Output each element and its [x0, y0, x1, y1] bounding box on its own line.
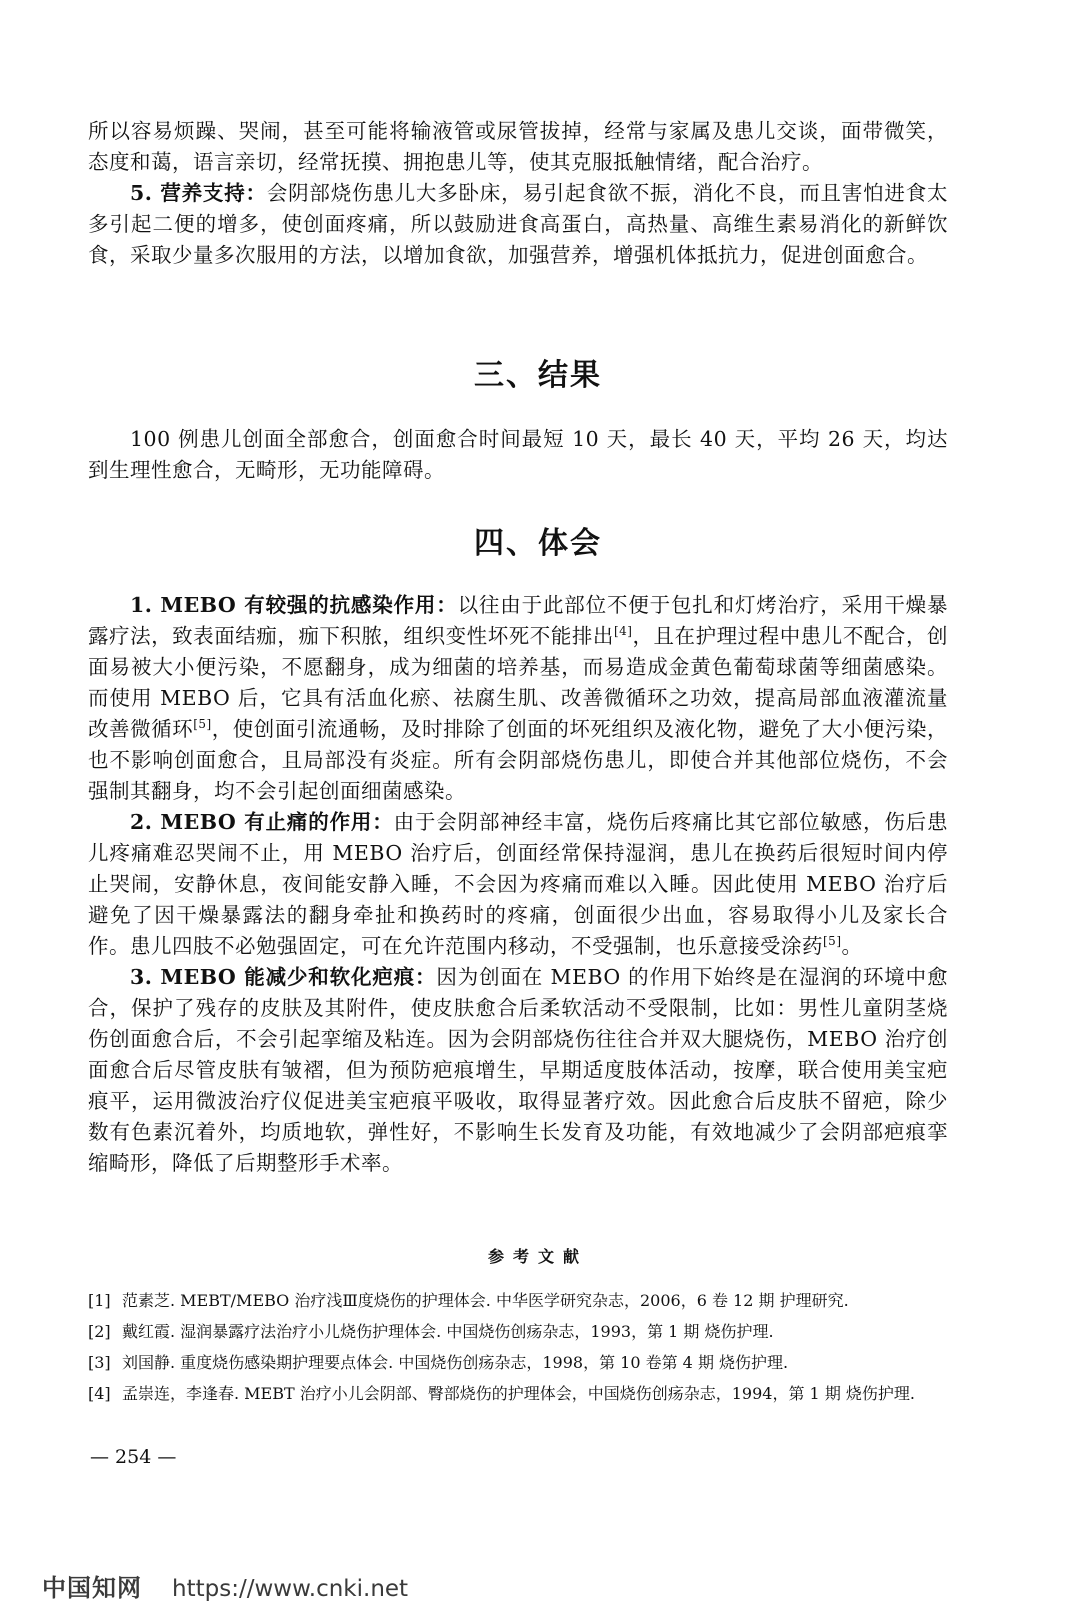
cnki-watermark [42, 1568, 408, 1603]
reference-item [88, 1379, 948, 1408]
discussion-2-text-b: 。 [841, 934, 863, 958]
intro-block [88, 116, 948, 271]
reference-number: [2] [88, 1322, 111, 1341]
reference-number: [1] [88, 1291, 111, 1310]
citation-5b: [5] [823, 934, 842, 949]
discussion-paragraph-2 [88, 807, 948, 962]
reference-item [88, 1286, 948, 1315]
citation-4: [4] [613, 624, 633, 639]
discussion-2-text-a: 由于会阴部神经丰富，烧伤后疼痛比其它部位敏感，伤后患儿疼痛难忍哭闹不止，用 MEBO 治疗后，创面经常保持湿润，患儿在换药后很短时间内停止哭闹，安静休息，夜间能安静入睡，不会因为疼痛而难以入睡。因此使用 MEBO 治疗后避免了因干燥暴露法的翻身牵扯和换药时的疼痛，创面很少出血，容易取得小儿及家长合作。患儿四肢不必勉强固定，可在允许范围内移动，不受强制，也乐意接受涂药 [88, 810, 949, 958]
discussion-1-text-b: ，且在护理过程中患儿不配合，创面易被大小便污染，不愿翻身，成为细菌的培养基，而易造成金黄色葡萄球菌等细菌感染。而使用 MEBO 后，它具有活血化瘀、祛腐生肌、改善微循环之功效，提高局部血液灌流量改善微循环 [88, 624, 948, 741]
reference-item [88, 1317, 948, 1346]
discussion-3-text: 因为创面在 MEBO 的作用下始终是在湿润的环境中愈合，保护了残存的皮肤及其附件，使皮肤愈合后柔软活动不受限制，比如：男性儿童阴茎烧伤创面愈合后，不会引起挛缩及粘连。因为会阴部烧伤往往合并双大腿烧伤，MEBO 治疗创面愈合后尽管皮肤有皱褶，但为预防疤痕增生，早期适度肢体活动，按摩，联合使用美宝疤痕平，运用微波治疗仪促进美宝疤痕平吸收，取得显著疗效。因此愈合后皮肤不留疤，除少数有色素沉着外，均质地软，弹性好，不影响生长发育及功能，有效地减少了会阴部疤痕挛缩畸形，降低了后期整形手术率。 [88, 965, 948, 1175]
section3-heading: 三、结果 [474, 358, 602, 393]
references-title: 参考文献 [487, 1247, 588, 1266]
reference-number: [3] [88, 1353, 111, 1372]
nutrition-paragraph [88, 178, 948, 271]
reference-item [88, 1348, 948, 1377]
discussion-3-label: 3. MEBO 能减少和软化疤痕： [130, 965, 437, 989]
section4-heading: 四、体会 [474, 526, 602, 561]
reference-text: 范素芝. MEBT/MEBO 治疗浅Ⅲ度烧伤的护理体会. 中华医学研究杂志，2006，6 卷 12 期 护理研究. [122, 1291, 849, 1310]
results-block [88, 424, 948, 486]
nutrition-label: 5. 营养支持： [130, 181, 267, 205]
results-paragraph: 100 例患儿创面全部愈合，创面愈合时间最短 10 天，最长 40 天，平均 26 天，均达到生理性愈合，无畸形，无功能障碍。 [88, 427, 948, 482]
reference-text: 戴红霞. 湿润暴露疗法治疗小儿烧伤护理体会. 中国烧伤创疡杂志，1993，第 1 期 烧伤护理. [122, 1322, 774, 1341]
reference-text: 孟崇连，李逢春. MEBT 治疗小儿会阴部、臀部烧伤的护理体会，中国烧伤创疡杂志，1994，第 1 期 烧伤护理. [122, 1384, 915, 1403]
discussion-1-text-a: 以往由于此部位不便于包扎和灯烤治疗，采用干燥暴露疗法，致表面结痂，痂下积脓，组织变性坏死不能排出 [88, 593, 948, 648]
reference-number: [4] [88, 1384, 111, 1403]
discussion-2-label: 2. MEBO 有止痛的作用： [130, 810, 394, 834]
intro-paragraph: 所以容易烦躁、哭闹，甚至可能将输液管或尿管拔掉，经常与家属及患儿交谈，面带微笑，态度和蔼，语言亲切，经常抚摸、拥抱患儿等，使其克服抵触情绪，配合治疗。 [88, 119, 948, 174]
reference-text: 刘国静. 重度烧伤感染期护理要点体会. 中国烧伤创疡杂志，1998，第 10 卷第 4 期 烧伤护理. [122, 1353, 789, 1372]
references-list [88, 1286, 948, 1410]
discussion-1-label: 1. MEBO 有较强的抗感染作用： [130, 593, 458, 617]
nutrition-text: 会阴部烧伤患儿大多卧床，易引起食欲不振，消化不良，而且害怕进食太多引起二便的增多，使创面疼痛，所以鼓励进食高蛋白，高热量、高维生素易消化的新鲜饮食，采取少量多次服用的方法，以增加食欲，加强营养，增强机体抵抗力，促进创面愈合。 [88, 181, 949, 267]
discussion-block [88, 590, 948, 1179]
page-number: — 254 — [90, 1446, 177, 1468]
citation-5: [5] [193, 717, 212, 732]
discussion-paragraph-3 [88, 962, 948, 1179]
cnki-logo: 中国知网 [42, 1574, 142, 1602]
discussion-paragraph-1 [88, 590, 948, 807]
cnki-url: https://www.cnki.net [172, 1576, 409, 1602]
discussion-1-text-c: ，使创面引流通畅，及时排除了创面的坏死组织及液化物，避免了大小便污染，也不影响创面愈合，且局部没有炎症。所有会阴部烧伤患儿，即使合并其他部位烧伤，不会强制其翻身，均不会引起创面细菌感染。 [88, 717, 948, 803]
